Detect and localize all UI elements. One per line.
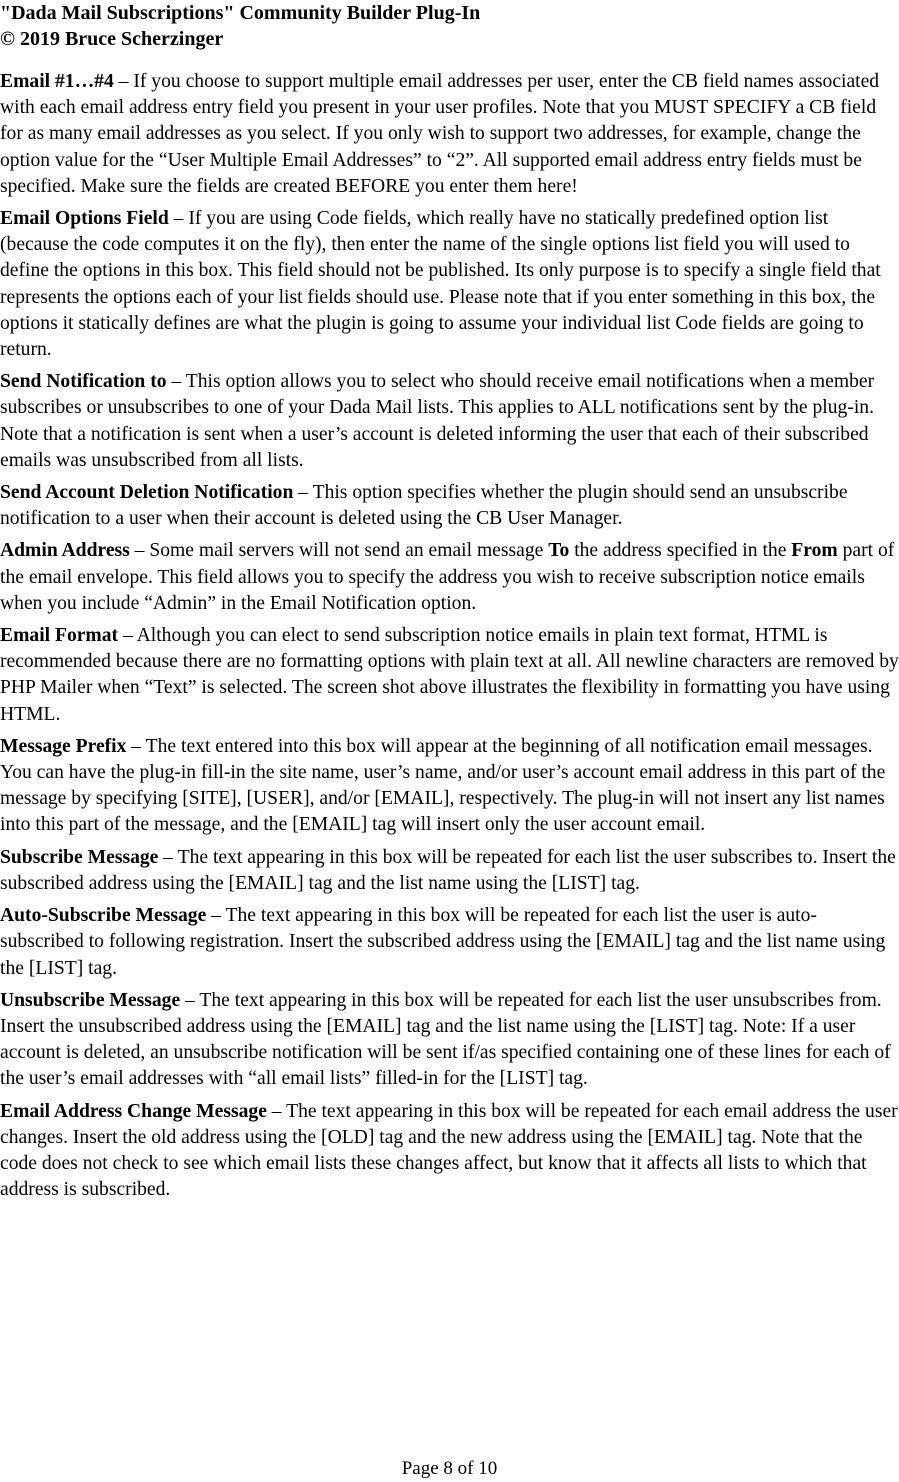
option-admin-address [0, 538, 899, 617]
page-number: Page 8 of 10 [401, 1458, 498, 1479]
option-term: Unsubscribe Message [0, 989, 181, 1011]
option-description: – The text appearing in this box will be repeated for each list the user subscribes to. Insert the subscribed address using the [EMAIL] tag and the list name using the [LIST] tag. [0, 846, 896, 894]
option-term: Send Notification to [0, 371, 167, 393]
option-message-prefix [0, 734, 899, 839]
option-term: Admin Address [0, 540, 130, 562]
document-body [0, 69, 899, 1209]
option-description: – If you are using Code fields, which really have no statically predefined option list (because the code computes it on the fly), then enter the name of the single options list field you will used to define the options in this box. This field should not be published. Its only purpose is to specify a single field that represents the options each of your list fields should use. Please note that if you enter something in this box, the options it statically defines are what the plugin is going to assume your individual list Code fields are going to return. [0, 208, 881, 361]
option-term: Send Account Deletion Notification [0, 482, 294, 504]
option-subscribe-message [0, 845, 899, 897]
option-description: – This option allows you to select who should receive email notifications when a member subscribes or unsubscribes to one of your Dada Mail lists. This applies to ALL notifications sent by the plug-in. Note that a notification is sent when a user’s account is deleted informing the user that each of their subscribed emails was unsubscribed from all lists. [0, 371, 875, 471]
option-description: – The text appearing in this box will be repeated for each email address the user changes. Insert the old address using the [OLD] tag and the new address using the [EMAIL] tag. Note that the code does not check to see which email lists these changes affect, but know that it affects all lists to which that address is subscribed. [0, 1100, 898, 1201]
option-term: Email Address Change Message [0, 1100, 267, 1122]
option-term: Message Prefix [0, 735, 127, 757]
option-term: Email #1…#4 [0, 71, 114, 92]
option-term: Email Options Field [0, 208, 169, 230]
option-auto-subscribe-message [0, 903, 899, 982]
option-description: – Although you can elect to send subscription notice emails in plain text format, HTML is recommended because there are no formatting options with plain text at all. All newline characters are removed by PHP Mailer when “Text” is selected. The screen shot above illustrates the flexibility in formatting you have using HTML. [0, 625, 899, 725]
option-description: – The text appearing in this box will be repeated for each list the user is auto-subscribed to following registration. Insert the subscribed address using the [EMAIL] tag and the list name using the [LIST] tag. [0, 905, 886, 979]
option-send-account-deletion-notification [0, 480, 899, 532]
option-email-address-change-message [0, 1099, 899, 1204]
copyright-line: © 2019 Bruce Scherzinger [0, 28, 224, 50]
emphasis-to: To [548, 540, 570, 562]
option-description: – The text entered into this box will appear at the beginning of all notification email messages. You can have the plug-in fill-in the site name, user’s name, and/or user’s account email address in this part of the message by specifying [SITE], [USER], and/or [EMAIL], respectively. The plug-in will not insert any list names into this part of the message, and the [EMAIL] tag will insert only the user account email. [0, 735, 886, 836]
option-email-1-4 [0, 69, 899, 200]
option-term: Subscribe Message [0, 846, 159, 868]
option-send-notification-to [0, 369, 899, 474]
option-description-part: part of the email envelope. This field allows you to specify the address you wish to receive subscription notice emails when you include “Admin” in the Email Notification option. [0, 540, 895, 614]
option-description: – This option specifies whether the plugin should send an unsubscribe notification to a user when their account is deleted using the CB User Manager. [0, 482, 848, 530]
page-header [0, 0, 899, 52]
option-description-part: the address specified in the [569, 540, 792, 562]
emphasis-from: From [791, 540, 838, 562]
option-email-format [0, 623, 899, 728]
option-email-options-field [0, 206, 899, 363]
option-term: Email Format [0, 625, 119, 647]
document-title: "Dada Mail Subscriptions" Community Builder Plug-In [0, 2, 481, 24]
option-description: – If you choose to support multiple email addresses per user, enter the CB field names associated with each email address entry field you present in your user profiles. Note that you MUST SPECIFY a CB field for as many email addresses as you select. If you only wish to support two addresses, for example, change the option value for the “User Multiple Email Addresses” to “2”. All supported email address entry fields must be specified. Make sure the fields are created BEFORE you enter them here! [0, 71, 880, 197]
option-description: – The text appearing in this box will be repeated for each list the user unsubscribes from. Insert the unsubscribed address using the [EMAIL] tag and the list name using the [LIST] tag. Note: If a user account is deleted, an unsubscribe notification will be sent if/as specified containing one of these lines for each of the user’s email addresses with “all email lists” filled-in for the [LIST] tag. [0, 989, 891, 1090]
option-description-part: – Some mail servers will not send an email message [129, 540, 549, 562]
option-unsubscribe-message [0, 988, 899, 1093]
option-term: Auto-Subscribe Message [0, 905, 207, 927]
